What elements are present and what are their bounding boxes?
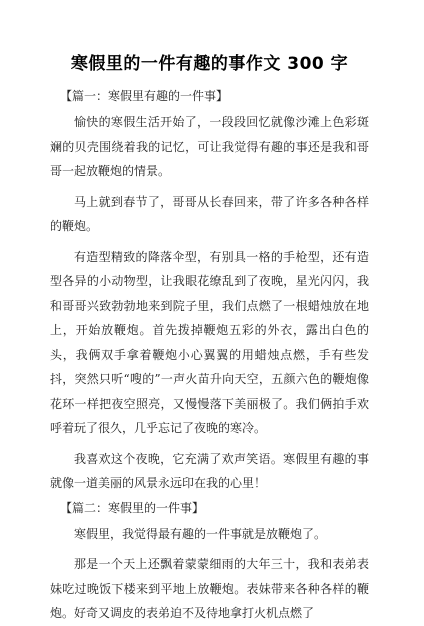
section-heading-2: 【篇二：寒假里的一件事】 [60,500,205,515]
section-heading-1: 【篇一：寒假里有趣的一件事】 [60,89,229,103]
paragraph: 有造型精致的降落伞型，有别具一格的手枪型，还有造型各异的小动物型，让我眼花缭乱到了夜晚，星光闪闪，我和哥哥兴致勃勃地来到院子里，我们点燃了一根蜡烛放在地上，开始放鞭炮。首先拨掉鞭炮五彩的外衣，露出白色的头，我俩双手拿着鞭炮小心翼翼的用蜡烛点燃，手有些发抖，突然只听“嗖的”一声火苗升向天空，五颜六色的鞭炮像花环一样把夜空照亮，又慢慢落下美丽极了。我们俩拍手欢呼着玩了很久，几乎忘记了夜晚的寒冷。 [50,249,369,435]
paragraph: 马上就到春节了，哥哥从长春回来，带了许多各种各样的鞭炮。 [50,194,369,233]
paragraph: 愉快的寒假生活开始了，一段段回忆就像沙滩上色彩斑斓的贝壳围绕着我的记忆，可让我觉得有趣的事还是我和哥哥一起放鞭炮的情景。 [50,115,369,178]
paragraph: 那是一个天上还飘着蒙蒙细雨的大年三十，我和表弟表妹吃过晚饭下楼来到平地上放鞭炮。表妹带来各种各样的鞭炮。好奇又调皮的表弟迫不及待地拿打火机点燃了 [50,557,369,620]
paragraph: 寒假里，我觉得最有趣的一件事就是放鞭炮了。 [74,526,327,541]
document-title: 寒假里的一件有趣的事作文 300 字 [70,54,349,74]
paragraph: 我喜欢这个夜晚，它充满了欢声笑语。寒假里有趣的事就像一道美丽的风景永远印在我的心里！ [50,451,369,490]
